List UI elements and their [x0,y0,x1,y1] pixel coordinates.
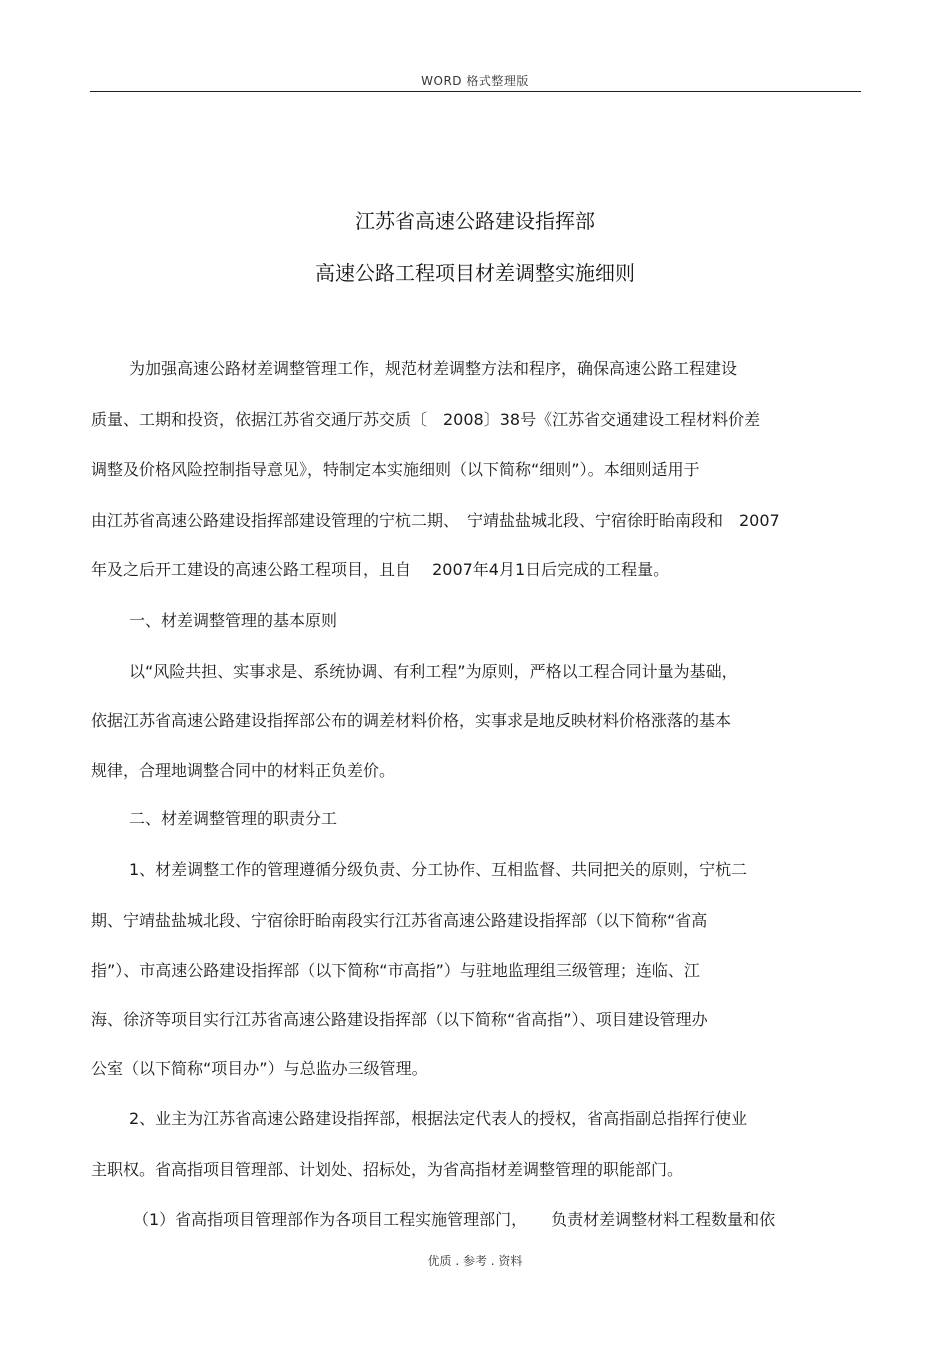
body-line: 海、徐济等项目实行江苏省高速公路建设指挥部（以下简称“省高指”）、项目建设管理办 [91,1010,708,1029]
body-line: 为加强高速公路材差调整管理工作，规范材差调整方法和程序，确保高速公路工程建设 [129,359,738,378]
body-line: 主职权。省高指项目管理部、计划处、招标处，为省高指材差调整管理的职能部门。 [91,1160,684,1179]
body-line: 调整及价格风险控制指导意见》，特制定本实施细则（以下简称“细则”）。本细则适用于 [91,460,700,479]
body-line: 2、业主为江苏省高速公路建设指挥部，根据法定代表人的授权，省高指副总指挥行使业 [129,1109,748,1128]
page-header: WORD 格式整理版 [421,74,529,88]
body-line: 由江苏省高速公路建设指挥部建设管理的宁杭二期、 宁靖盐盐城北段、宁宿徐盱眙南段和 2007 [91,511,780,530]
page-footer: 优质 . 参考 . 资料 [427,1254,523,1268]
body-line: 依据江苏省高速公路建设指挥部公布的调差材料价格，实事求是地反映材料价格涨落的基本 [91,711,732,730]
section-heading: 一、材差调整管理的基本原则 [129,611,338,630]
body-line: 期、宁靖盐盐城北段、宁宿徐盱眙南段实行江苏省高速公路建设指挥部（以下简称“省高 [91,911,708,930]
body-line: （1）省高指项目管理部作为各项目工程实施管理部门， 负责材差调整材料工程数量和依 [133,1210,776,1229]
document-title-line-1: 江苏省高速公路建设指挥部 [355,209,595,233]
body-line: 年及之后开工建设的高速公路工程项目，且自 2007年4月1日后完成的工程量。 [91,560,670,579]
body-line: 规律，合理地调整合同中的材料正负差价。 [91,761,396,780]
document-title-line-2: 高速公路工程项目材差调整实施细则 [315,261,635,285]
body-line: 指”）、市高速公路建设指挥部（以下简称“市高指”）与驻地监理组三级管理；连临、江 [91,961,700,980]
body-line: 1、材差调整工作的管理遵循分级负责、分工协作、互相监督、共同把关的原则，宁杭二 [129,860,748,879]
body-line: 以“风险共担、实事求是、系统协调、有利工程”为原则，严格以工程合同计量为基础， [129,662,738,681]
body-line: 公室（以下简称“项目办”）与总监办三级管理。 [91,1059,428,1078]
section-heading: 二、材差调整管理的职责分工 [129,809,338,828]
header-divider [90,91,861,92]
body-line: 质量、工期和投资，依据江苏省交通厅苏交质〔 2008〕38号《江苏省交通建设工程材料价差 [91,410,761,429]
